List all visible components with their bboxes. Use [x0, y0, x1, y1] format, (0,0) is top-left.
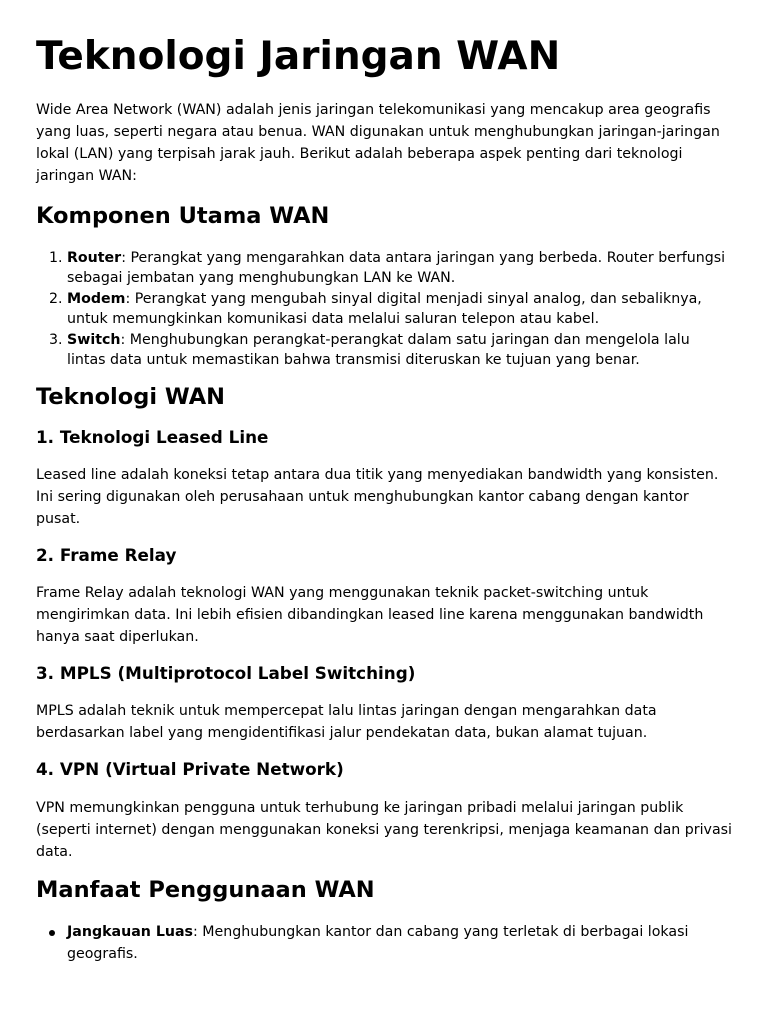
list-item — [67, 921, 732, 965]
term: Jangkauan Luas — [67, 923, 193, 940]
komponen-list — [36, 248, 732, 371]
term-desc: : Menghubungkan perangkat-perangkat dalam satu jaringan dan mengelola lalu lintas data untuk memastikan bahwa transmisi diteruskan ke tujuan yang benar. — [67, 331, 690, 369]
list-item — [67, 330, 732, 371]
term: Switch — [67, 331, 121, 348]
term: Modem — [67, 290, 126, 307]
list-item — [67, 289, 732, 330]
subheading-mpls: 3. MPLS (Multiprotocol Label Switching) — [36, 663, 416, 684]
heading-teknologi: Teknologi WAN — [36, 383, 225, 410]
paragraph-frame-relay: Frame Relay adalah teknologi WAN yang menggunakan teknik packet-switching untuk mengirimkan data. Ini lebih efisien dibandingkan leased line karena menggunakan bandwidth hanya saat diperlukan. — [36, 585, 704, 646]
paragraph-mpls: MPLS adalah teknik untuk mempercepat lalu lintas jaringan dengan mengarahkan data berdasarkan label yang mengidentifikasi jalur pendekatan data, bukan alamat tujuan. — [36, 703, 657, 742]
subheading-vpn: 4. VPN (Virtual Private Network) — [36, 759, 344, 780]
term-desc: : Perangkat yang mengarahkan data antara jaringan yang berbeda. Router berfungsi sebagai jembatan yang menghubungkan LAN ke WAN. — [67, 249, 726, 287]
paragraph-leased-line: Leased line adalah koneksi tetap antara dua titik yang menyediakan bandwidth yang konsisten. Ini sering digunakan oleh perusahaan untuk menghubungkan kantor cabang dengan kantor pusat. — [36, 467, 719, 528]
term-desc: : Perangkat yang mengubah sinyal digital menjadi sinyal analog, dan sebaliknya, untuk memungkinkan komunikasi data melalui saluran telepon atau kabel. — [67, 290, 702, 328]
heading-manfaat: Manfaat Penggunaan WAN — [36, 876, 375, 903]
paragraph-vpn: VPN memungkinkan pengguna untuk terhubung ke jaringan pribadi melalui jaringan publik (seperti internet) dengan menggunakan koneksi yang terenkripsi, menjaga keamanan dan privasi data. — [36, 799, 732, 860]
subheading-frame-relay: 2. Frame Relay — [36, 545, 177, 566]
list-item — [67, 248, 732, 289]
intro-paragraph: Wide Area Network (WAN) adalah jenis jaringan telekomunikasi yang mencakup area geografis yang luas, seperti negara atau benua. WAN digunakan untuk menghubungkan jaringan-jaringan lokal (LAN) yang terpisah jarak jauh. Berikut adalah beberapa aspek penting dari teknologi jaringan WAN: — [36, 101, 720, 184]
bullet-icon — [49, 930, 55, 936]
manfaat-list — [36, 921, 732, 965]
term: Router — [67, 249, 122, 266]
subheading-leased-line: 1. Teknologi Leased Line — [36, 426, 269, 447]
heading-komponen: Komponen Utama WAN — [36, 202, 330, 229]
term-desc: : Menghubungkan kantor dan cabang yang terletak di berbagai lokasi geografis. — [67, 923, 689, 962]
page-title: Teknologi Jaringan WAN — [36, 34, 561, 79]
